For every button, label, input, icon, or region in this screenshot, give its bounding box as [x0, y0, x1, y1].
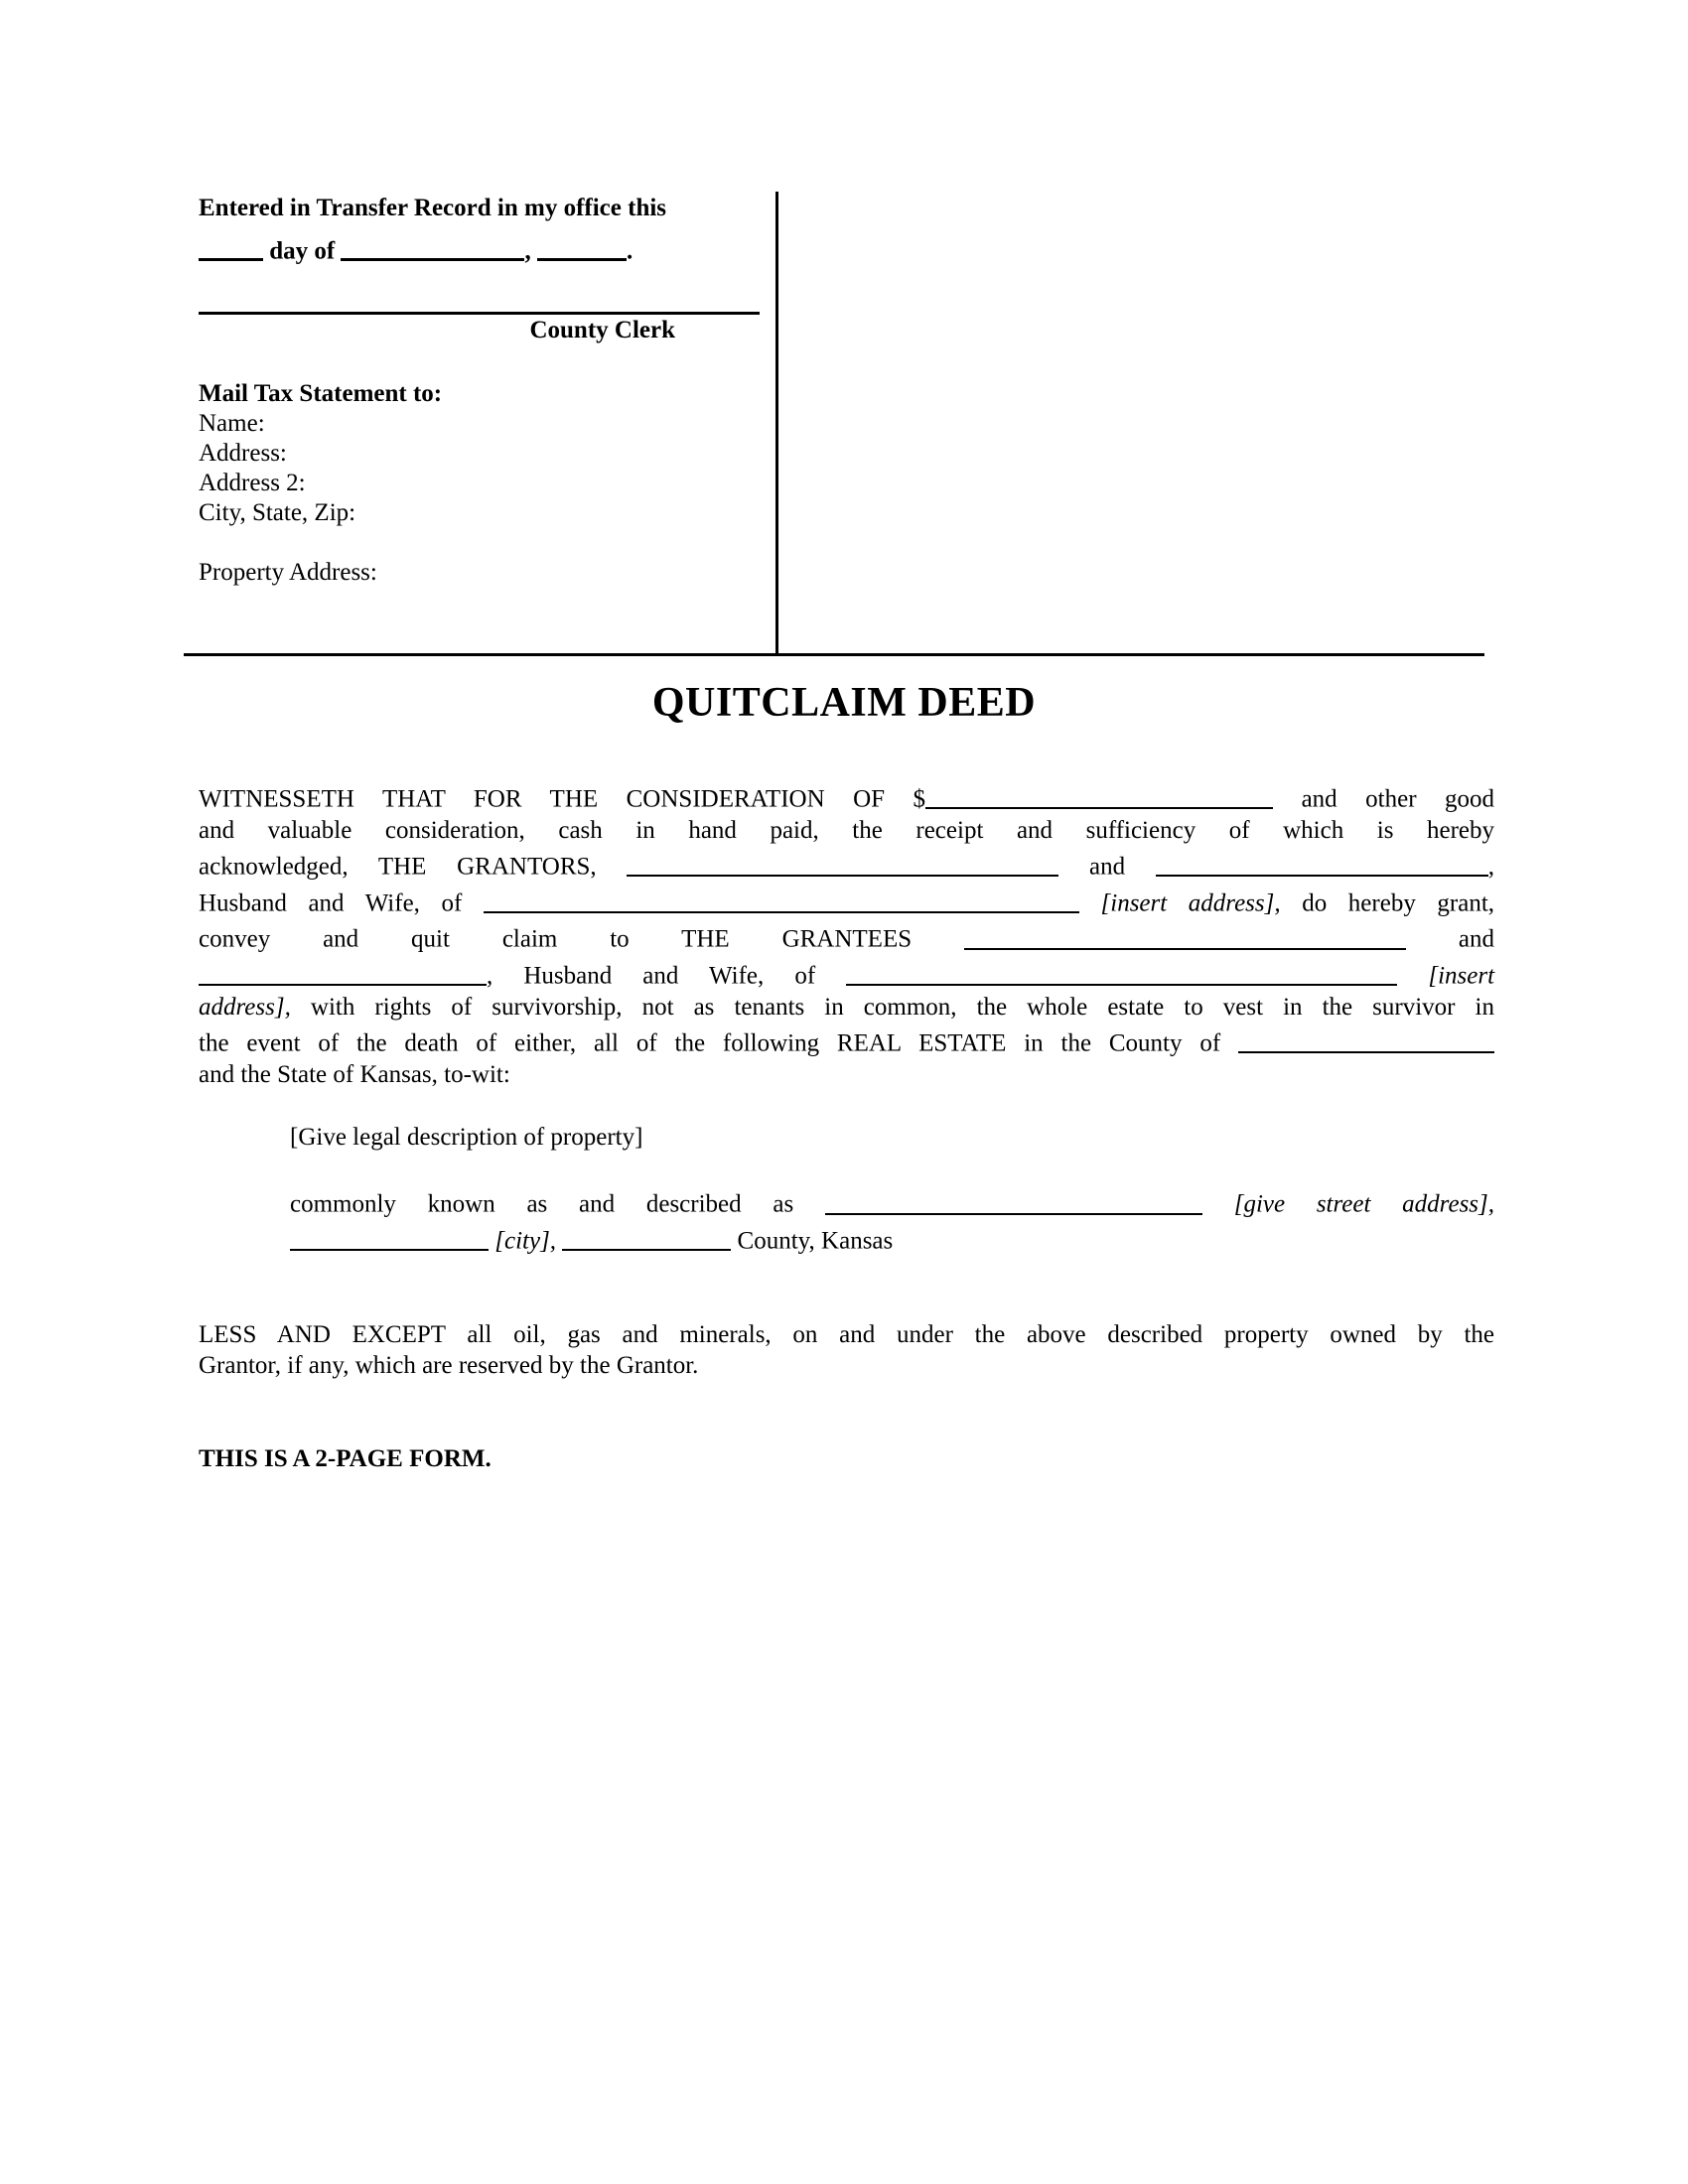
address-label-text: Address:	[199, 440, 287, 467]
witnesseth-line-7	[199, 992, 1494, 1023]
witnesseth-line-1	[199, 778, 1494, 815]
blank-grantor-name-2	[1156, 849, 1488, 877]
witnesseth-line-4	[199, 883, 1494, 919]
day-of-line	[199, 229, 760, 266]
blank-grantee-address	[846, 958, 1397, 986]
name-label-text: Name:	[199, 410, 265, 437]
signature-line	[199, 312, 760, 315]
grantors-comma: ,	[1487, 853, 1495, 881]
county-clerk-text: County Clerk	[529, 317, 675, 343]
blank-grantor-address	[484, 886, 1079, 913]
less-except-line-2	[199, 1350, 1494, 1381]
city-county-line	[199, 1220, 1494, 1257]
blank-street-address	[825, 1186, 1202, 1214]
witnesseth-line-6	[199, 955, 1494, 992]
blank-grantor-name-1	[627, 849, 1058, 877]
header-rule	[184, 653, 1484, 656]
county-kansas-text: County, Kansas	[737, 1227, 894, 1255]
spacer	[199, 1381, 1494, 1443]
county-lead: the event of the death of either, all of the following REAL ESTATE in the County of	[199, 1029, 1221, 1057]
page-note	[199, 1443, 1494, 1474]
blank-day	[199, 232, 263, 261]
insert-hint-close: address],	[199, 993, 291, 1021]
street-address-hint: [give street address],	[1233, 1190, 1495, 1218]
insert-hint-open: [insert	[1428, 962, 1495, 990]
state-kansas-text: and the State of Kansas, to-wit:	[199, 1060, 510, 1088]
page-note-text: THIS IS A 2-PAGE FORM.	[199, 1445, 492, 1473]
grantee-address-mid: , Husband and Wife, of	[487, 962, 816, 990]
grantors-and: and	[1089, 853, 1126, 881]
blank-year	[537, 232, 627, 261]
grantor-address-lead: Husband and Wife, of	[199, 888, 463, 916]
commonly-known-line	[199, 1183, 1494, 1220]
less-except-text-2: Grantor, if any, which are reserved by the Grantor.	[199, 1352, 699, 1380]
grantees-lead: convey and quit claim to THE GRANTEES	[199, 925, 913, 953]
grant-tail: do hereby grant,	[1302, 888, 1495, 916]
commonly-known-lead: commonly known as and described as	[290, 1190, 794, 1218]
insert-address-hint: [insert address],	[1100, 888, 1281, 916]
mail-tax-header-text: Mail Tax Statement to:	[199, 380, 443, 407]
spacer	[199, 1153, 1494, 1183]
witnesseth-line-2-text: and valuable consideration, cash in hand paid, the receipt and sufficiency of which is hereby	[199, 816, 1494, 844]
city-state-zip-label-text: City, State, Zip:	[199, 499, 356, 526]
consideration-tail: and other good	[1301, 785, 1495, 813]
period: .	[626, 237, 633, 265]
blank-month	[341, 232, 524, 261]
blank-county-2	[562, 1223, 731, 1251]
witnesseth-line-8	[199, 1023, 1494, 1059]
blank-county	[1238, 1025, 1494, 1053]
consideration-lead: WITNESSETH THAT FOR THE CONSIDERATION OF $	[199, 785, 926, 813]
grantors-lead: acknowledged, THE GRANTORS,	[199, 853, 597, 881]
spacer	[199, 1257, 1494, 1319]
less-except-text-1: LESS AND EXCEPT all oil, gas and minerals, on and under the above described property owned by the	[199, 1320, 1494, 1348]
city-hint: [city],	[494, 1227, 557, 1255]
mail-tax-header	[199, 379, 760, 409]
city-state-zip-label	[199, 498, 760, 528]
address-label	[199, 439, 760, 469]
blank-grantee-name-2	[199, 958, 487, 986]
page-title: QUITCLAIM DEED	[651, 680, 1037, 726]
blank-grantee-name-1	[964, 921, 1406, 949]
property-address-label	[199, 558, 760, 588]
blank-city	[290, 1223, 489, 1251]
entered-line-text: Entered in Transfer Record in my office this	[199, 195, 667, 221]
witnesseth-line-5	[199, 918, 1494, 955]
vertical-divider	[775, 192, 778, 653]
witnesseth-line-3	[199, 846, 1494, 883]
address2-label	[199, 469, 760, 498]
address2-label-text: Address 2:	[199, 470, 306, 496]
legal-description-prompt	[199, 1122, 1494, 1153]
grantees-and: and	[1458, 925, 1495, 953]
witnesseth-line-9	[199, 1059, 1494, 1090]
comma: ,	[524, 237, 531, 265]
name-label	[199, 409, 760, 439]
deed-body	[199, 778, 1494, 1475]
entered-line	[199, 194, 760, 223]
blank-consideration-amount	[925, 781, 1273, 809]
spacer	[199, 1090, 1494, 1121]
recording-box	[199, 194, 760, 630]
property-address-label-text: Property Address:	[199, 559, 377, 586]
day-of-label: day of	[269, 237, 336, 265]
legal-description-text: [Give legal description of property]	[290, 1123, 643, 1151]
county-clerk-label	[199, 316, 760, 345]
survivorship-text: with rights of survivorship, not as tenants in common, the whole estate to vest in the survivor in	[310, 993, 1495, 1021]
less-except-line-1	[199, 1319, 1494, 1350]
witnesseth-line-2	[199, 815, 1494, 846]
